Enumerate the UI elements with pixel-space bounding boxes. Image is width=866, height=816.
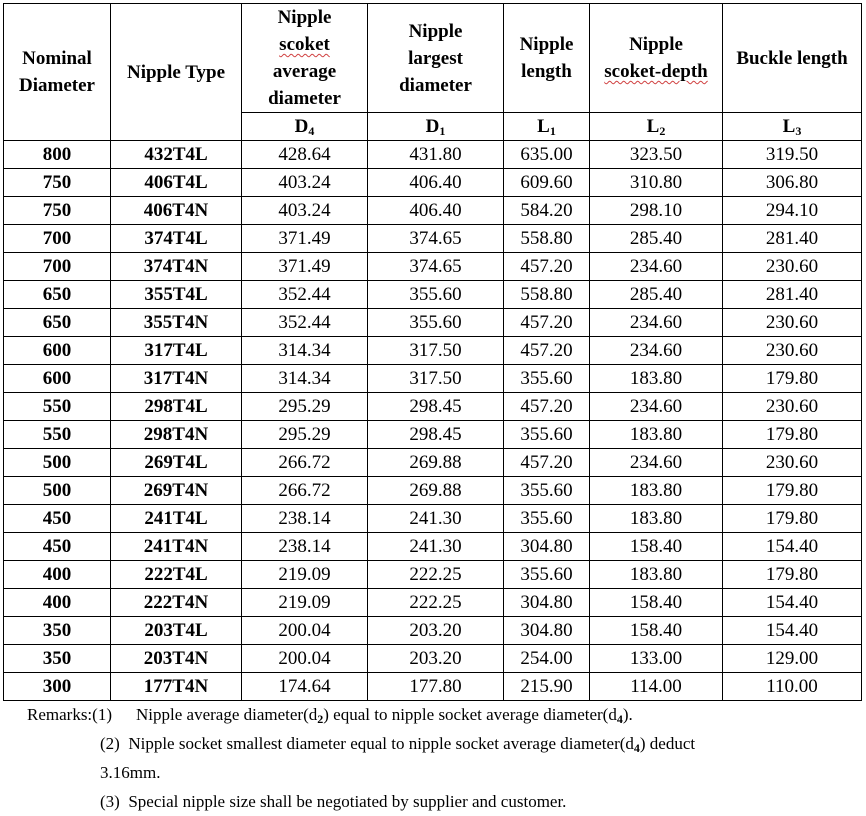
cell-buckle-length: 110.00: [723, 673, 862, 701]
symbol-l3-base: L: [782, 115, 796, 137]
header-length-line1: Nipple: [519, 34, 574, 55]
cell-buckle-length: 306.80: [723, 169, 862, 197]
cell-largest-diameter: 269.88: [368, 477, 504, 505]
cell-socket-depth: 158.40: [590, 589, 723, 617]
cell-nominal-diameter: 700: [4, 253, 111, 281]
symbol-d4: [242, 113, 368, 141]
cell-largest-diameter: 374.65: [368, 225, 504, 253]
symbol-l2-base: L: [646, 115, 660, 137]
cell-socket-average-diameter: 371.49: [242, 225, 368, 253]
header-avg-line3: average: [272, 61, 337, 82]
cell-buckle-length: 179.80: [723, 365, 862, 393]
header-nipple-length: [504, 4, 590, 113]
table-row: [4, 309, 862, 337]
cell-socket-average-diameter: 314.34: [242, 365, 368, 393]
remark-1: [27, 700, 857, 729]
header-largest-line2: largest: [408, 47, 463, 69]
table-row: [4, 561, 862, 589]
remark-2-text-a: Nipple socket smallest diameter equal to nipple socket average diameter(d: [128, 734, 634, 753]
cell-socket-average-diameter: 371.49: [242, 253, 368, 281]
symbol-d4-base: D: [294, 115, 309, 137]
header-avg-line1: Nipple: [277, 7, 332, 28]
header-buckle-label: Buckle length: [736, 47, 848, 69]
cell-nipple-length: 457.20: [504, 253, 590, 281]
header-nominal-line1: Nominal: [22, 48, 92, 69]
cell-socket-average-diameter: 428.64: [242, 141, 368, 169]
cell-socket-average-diameter: 219.09: [242, 561, 368, 589]
cell-socket-depth: 183.80: [590, 365, 723, 393]
table-row: [4, 505, 862, 533]
header-largest-line1: Nipple: [408, 20, 463, 42]
header-largest-line3: diameter: [399, 74, 472, 96]
cell-nominal-diameter: 350: [4, 617, 111, 645]
remark-1-sub-1: 2: [317, 712, 324, 726]
remarks-label: Remarks:(1): [27, 705, 112, 724]
cell-largest-diameter: 241.30: [368, 505, 504, 533]
cell-socket-average-diameter: 238.14: [242, 505, 368, 533]
remark-1-text-c: ).: [622, 705, 633, 724]
cell-buckle-length: 154.40: [723, 533, 862, 561]
header-nipple-type: [111, 4, 242, 141]
cell-nipple-type: 317T4L: [111, 337, 242, 365]
cell-socket-depth: 285.40: [590, 281, 723, 309]
table-row: [4, 589, 862, 617]
table-row: [4, 197, 862, 225]
cell-buckle-length: 179.80: [723, 505, 862, 533]
cell-nominal-diameter: 400: [4, 589, 111, 617]
cell-nominal-diameter: 600: [4, 365, 111, 393]
cell-socket-depth: 183.80: [590, 561, 723, 589]
symbol-l1-base: L: [537, 115, 550, 137]
cell-buckle-length: 154.40: [723, 589, 862, 617]
cell-nipple-type: 406T4N: [111, 197, 242, 225]
cell-buckle-length: 319.50: [723, 141, 862, 169]
cell-nipple-type: 355T4L: [111, 281, 242, 309]
cell-largest-diameter: 241.30: [368, 533, 504, 561]
table-row: [4, 337, 862, 365]
cell-nominal-diameter: 750: [4, 169, 111, 197]
cell-socket-depth: 158.40: [590, 617, 723, 645]
table-row: [4, 393, 862, 421]
cell-nipple-type: 374T4L: [111, 225, 242, 253]
cell-nipple-length: 355.60: [504, 477, 590, 505]
remark-3: [27, 787, 857, 816]
cell-nipple-length: 635.00: [504, 141, 590, 169]
table-row: [4, 253, 862, 281]
cell-nominal-diameter: 500: [4, 477, 111, 505]
remark-2: [27, 729, 857, 758]
symbol-l1: [504, 113, 590, 141]
cell-largest-diameter: 355.60: [368, 281, 504, 309]
cell-socket-depth: 234.60: [590, 337, 723, 365]
header-depth-line1: Nipple: [629, 34, 683, 55]
cell-nominal-diameter: 400: [4, 561, 111, 589]
cell-buckle-length: 230.60: [723, 309, 862, 337]
cell-largest-diameter: 222.25: [368, 561, 504, 589]
cell-nipple-type: 355T4N: [111, 309, 242, 337]
remark-2-number: (2): [100, 734, 120, 753]
cell-nipple-length: 609.60: [504, 169, 590, 197]
cell-nominal-diameter: 550: [4, 393, 111, 421]
cell-socket-average-diameter: 403.24: [242, 169, 368, 197]
cell-nipple-type: 406T4L: [111, 169, 242, 197]
remarks: [27, 700, 857, 816]
header-socket-average-diameter: [242, 4, 368, 113]
cell-nipple-length: 558.80: [504, 225, 590, 253]
table-row: [4, 225, 862, 253]
cell-socket-average-diameter: 314.34: [242, 337, 368, 365]
cell-buckle-length: 179.80: [723, 421, 862, 449]
cell-socket-depth: 234.60: [590, 393, 723, 421]
header-nominal-line2: Diameter: [19, 75, 95, 96]
cell-buckle-length: 230.60: [723, 393, 862, 421]
table-row: [4, 281, 862, 309]
cell-nominal-diameter: 750: [4, 197, 111, 225]
cell-socket-depth: 234.60: [590, 309, 723, 337]
cell-socket-average-diameter: 352.44: [242, 281, 368, 309]
header-avg-line4: diameter: [268, 88, 341, 109]
cell-largest-diameter: 203.20: [368, 617, 504, 645]
remark-1-text-a: Nipple average diameter(d: [136, 705, 318, 724]
cell-socket-depth: 114.00: [590, 673, 723, 701]
symbol-l2-sub: 2: [659, 123, 666, 138]
cell-nipple-length: 304.80: [504, 589, 590, 617]
table-row: [4, 645, 862, 673]
cell-nipple-type: 432T4L: [111, 141, 242, 169]
cell-socket-depth: 133.00: [590, 645, 723, 673]
cell-buckle-length: 281.40: [723, 281, 862, 309]
cell-socket-average-diameter: 200.04: [242, 617, 368, 645]
cell-buckle-length: 230.60: [723, 253, 862, 281]
remark-2-sub: 4: [633, 741, 640, 755]
cell-largest-diameter: 355.60: [368, 309, 504, 337]
cell-buckle-length: 129.00: [723, 645, 862, 673]
cell-nipple-type: 222T4N: [111, 589, 242, 617]
cell-nipple-type: 269T4N: [111, 477, 242, 505]
cell-largest-diameter: 177.80: [368, 673, 504, 701]
cell-socket-average-diameter: 352.44: [242, 309, 368, 337]
cell-largest-diameter: 298.45: [368, 421, 504, 449]
symbol-d1: [368, 113, 504, 141]
header-largest-diameter: [368, 4, 504, 113]
cell-nipple-type: 317T4N: [111, 365, 242, 393]
cell-socket-average-diameter: 238.14: [242, 533, 368, 561]
cell-largest-diameter: 317.50: [368, 337, 504, 365]
cell-nominal-diameter: 500: [4, 449, 111, 477]
header-buckle-length: [723, 4, 862, 113]
cell-nominal-diameter: 650: [4, 281, 111, 309]
cell-socket-depth: 158.40: [590, 533, 723, 561]
table-row: [4, 477, 862, 505]
symbol-l2: [590, 113, 723, 141]
cell-largest-diameter: 374.65: [368, 253, 504, 281]
table-row: [4, 141, 862, 169]
cell-nipple-type: 222T4L: [111, 561, 242, 589]
cell-nipple-length: 355.60: [504, 561, 590, 589]
table-row: [4, 617, 862, 645]
table-row: [4, 421, 862, 449]
symbol-d1-sub: 1: [439, 123, 446, 138]
cell-nominal-diameter: 600: [4, 337, 111, 365]
cell-nipple-type: 374T4N: [111, 253, 242, 281]
remark-2-continuation: 3.16mm.: [100, 763, 161, 782]
table-row: [4, 169, 862, 197]
cell-nipple-length: 355.60: [504, 421, 590, 449]
cell-largest-diameter: 269.88: [368, 449, 504, 477]
header-socket-depth: [590, 4, 723, 113]
cell-buckle-length: 294.10: [723, 197, 862, 225]
cell-socket-average-diameter: 295.29: [242, 421, 368, 449]
cell-nipple-type: 241T4L: [111, 505, 242, 533]
cell-socket-average-diameter: 266.72: [242, 477, 368, 505]
cell-nipple-type: 203T4N: [111, 645, 242, 673]
header-length-line2: length: [521, 61, 572, 82]
symbol-l1-sub: 1: [549, 123, 556, 138]
cell-nipple-length: 355.60: [504, 505, 590, 533]
cell-socket-depth: 234.60: [590, 253, 723, 281]
table-row: [4, 673, 862, 701]
cell-nominal-diameter: 300: [4, 673, 111, 701]
header-nipple-type-label: Nipple Type: [126, 61, 225, 83]
cell-largest-diameter: 317.50: [368, 365, 504, 393]
header-row: [4, 4, 862, 113]
cell-largest-diameter: 431.80: [368, 141, 504, 169]
cell-nipple-length: 254.00: [504, 645, 590, 673]
cell-buckle-length: 230.60: [723, 449, 862, 477]
symbol-d4-sub: 4: [308, 123, 315, 138]
cell-nipple-type: 298T4L: [111, 393, 242, 421]
cell-nominal-diameter: 650: [4, 309, 111, 337]
cell-nipple-length: 558.80: [504, 281, 590, 309]
cell-buckle-length: 179.80: [723, 477, 862, 505]
cell-nominal-diameter: 550: [4, 421, 111, 449]
cell-nipple-length: 584.20: [504, 197, 590, 225]
cell-socket-average-diameter: 295.29: [242, 393, 368, 421]
cell-socket-depth: 323.50: [590, 141, 723, 169]
remark-3-number: (3): [100, 792, 120, 811]
cell-nipple-length: 457.20: [504, 449, 590, 477]
remark-1-sub-2: 4: [616, 712, 623, 726]
cell-nipple-length: 215.90: [504, 673, 590, 701]
cell-nipple-length: 304.80: [504, 617, 590, 645]
cell-nipple-length: 355.60: [504, 365, 590, 393]
symbol-l3-sub: 3: [795, 123, 802, 138]
cell-buckle-length: 281.40: [723, 225, 862, 253]
table-row: [4, 533, 862, 561]
cell-nipple-type: 241T4N: [111, 533, 242, 561]
symbol-d1-base: D: [425, 115, 440, 137]
cell-socket-depth: 285.40: [590, 225, 723, 253]
cell-socket-depth: 183.80: [590, 477, 723, 505]
cell-nipple-length: 457.20: [504, 309, 590, 337]
remark-1-text-b: ) equal to nipple socket average diameter(d: [323, 705, 617, 724]
header-depth-line2: scoket-depth: [604, 61, 708, 82]
cell-largest-diameter: 406.40: [368, 197, 504, 225]
cell-largest-diameter: 203.20: [368, 645, 504, 673]
cell-largest-diameter: 298.45: [368, 393, 504, 421]
cell-nominal-diameter: 450: [4, 533, 111, 561]
cell-nipple-length: 457.20: [504, 393, 590, 421]
cell-largest-diameter: 222.25: [368, 589, 504, 617]
cell-buckle-length: 154.40: [723, 617, 862, 645]
cell-socket-average-diameter: 174.64: [242, 673, 368, 701]
header-avg-line2: scoket: [279, 34, 330, 55]
nipple-spec-table: [3, 3, 862, 701]
cell-socket-depth: 234.60: [590, 449, 723, 477]
table-row: [4, 365, 862, 393]
cell-socket-average-diameter: 403.24: [242, 197, 368, 225]
cell-socket-depth: 183.80: [590, 505, 723, 533]
cell-nipple-type: 269T4L: [111, 449, 242, 477]
cell-nipple-type: 177T4N: [111, 673, 242, 701]
cell-nipple-length: 457.20: [504, 337, 590, 365]
header-nominal-diameter: [4, 4, 111, 141]
cell-buckle-length: 230.60: [723, 337, 862, 365]
cell-nominal-diameter: 700: [4, 225, 111, 253]
cell-nominal-diameter: 800: [4, 141, 111, 169]
remark-3-text: Special nipple size shall be negotiated by supplier and customer.: [128, 792, 567, 811]
table-row: [4, 449, 862, 477]
cell-nipple-length: 304.80: [504, 533, 590, 561]
cell-nipple-type: 298T4N: [111, 421, 242, 449]
cell-socket-depth: 183.80: [590, 421, 723, 449]
cell-largest-diameter: 406.40: [368, 169, 504, 197]
cell-nipple-type: 203T4L: [111, 617, 242, 645]
cell-nominal-diameter: 450: [4, 505, 111, 533]
cell-socket-depth: 298.10: [590, 197, 723, 225]
cell-socket-average-diameter: 266.72: [242, 449, 368, 477]
remark-2-text-b: ) deduct: [639, 734, 696, 753]
cell-buckle-length: 179.80: [723, 561, 862, 589]
cell-socket-depth: 310.80: [590, 169, 723, 197]
cell-nominal-diameter: 350: [4, 645, 111, 673]
cell-socket-average-diameter: 200.04: [242, 645, 368, 673]
symbol-l3: [723, 113, 862, 141]
cell-socket-average-diameter: 219.09: [242, 589, 368, 617]
